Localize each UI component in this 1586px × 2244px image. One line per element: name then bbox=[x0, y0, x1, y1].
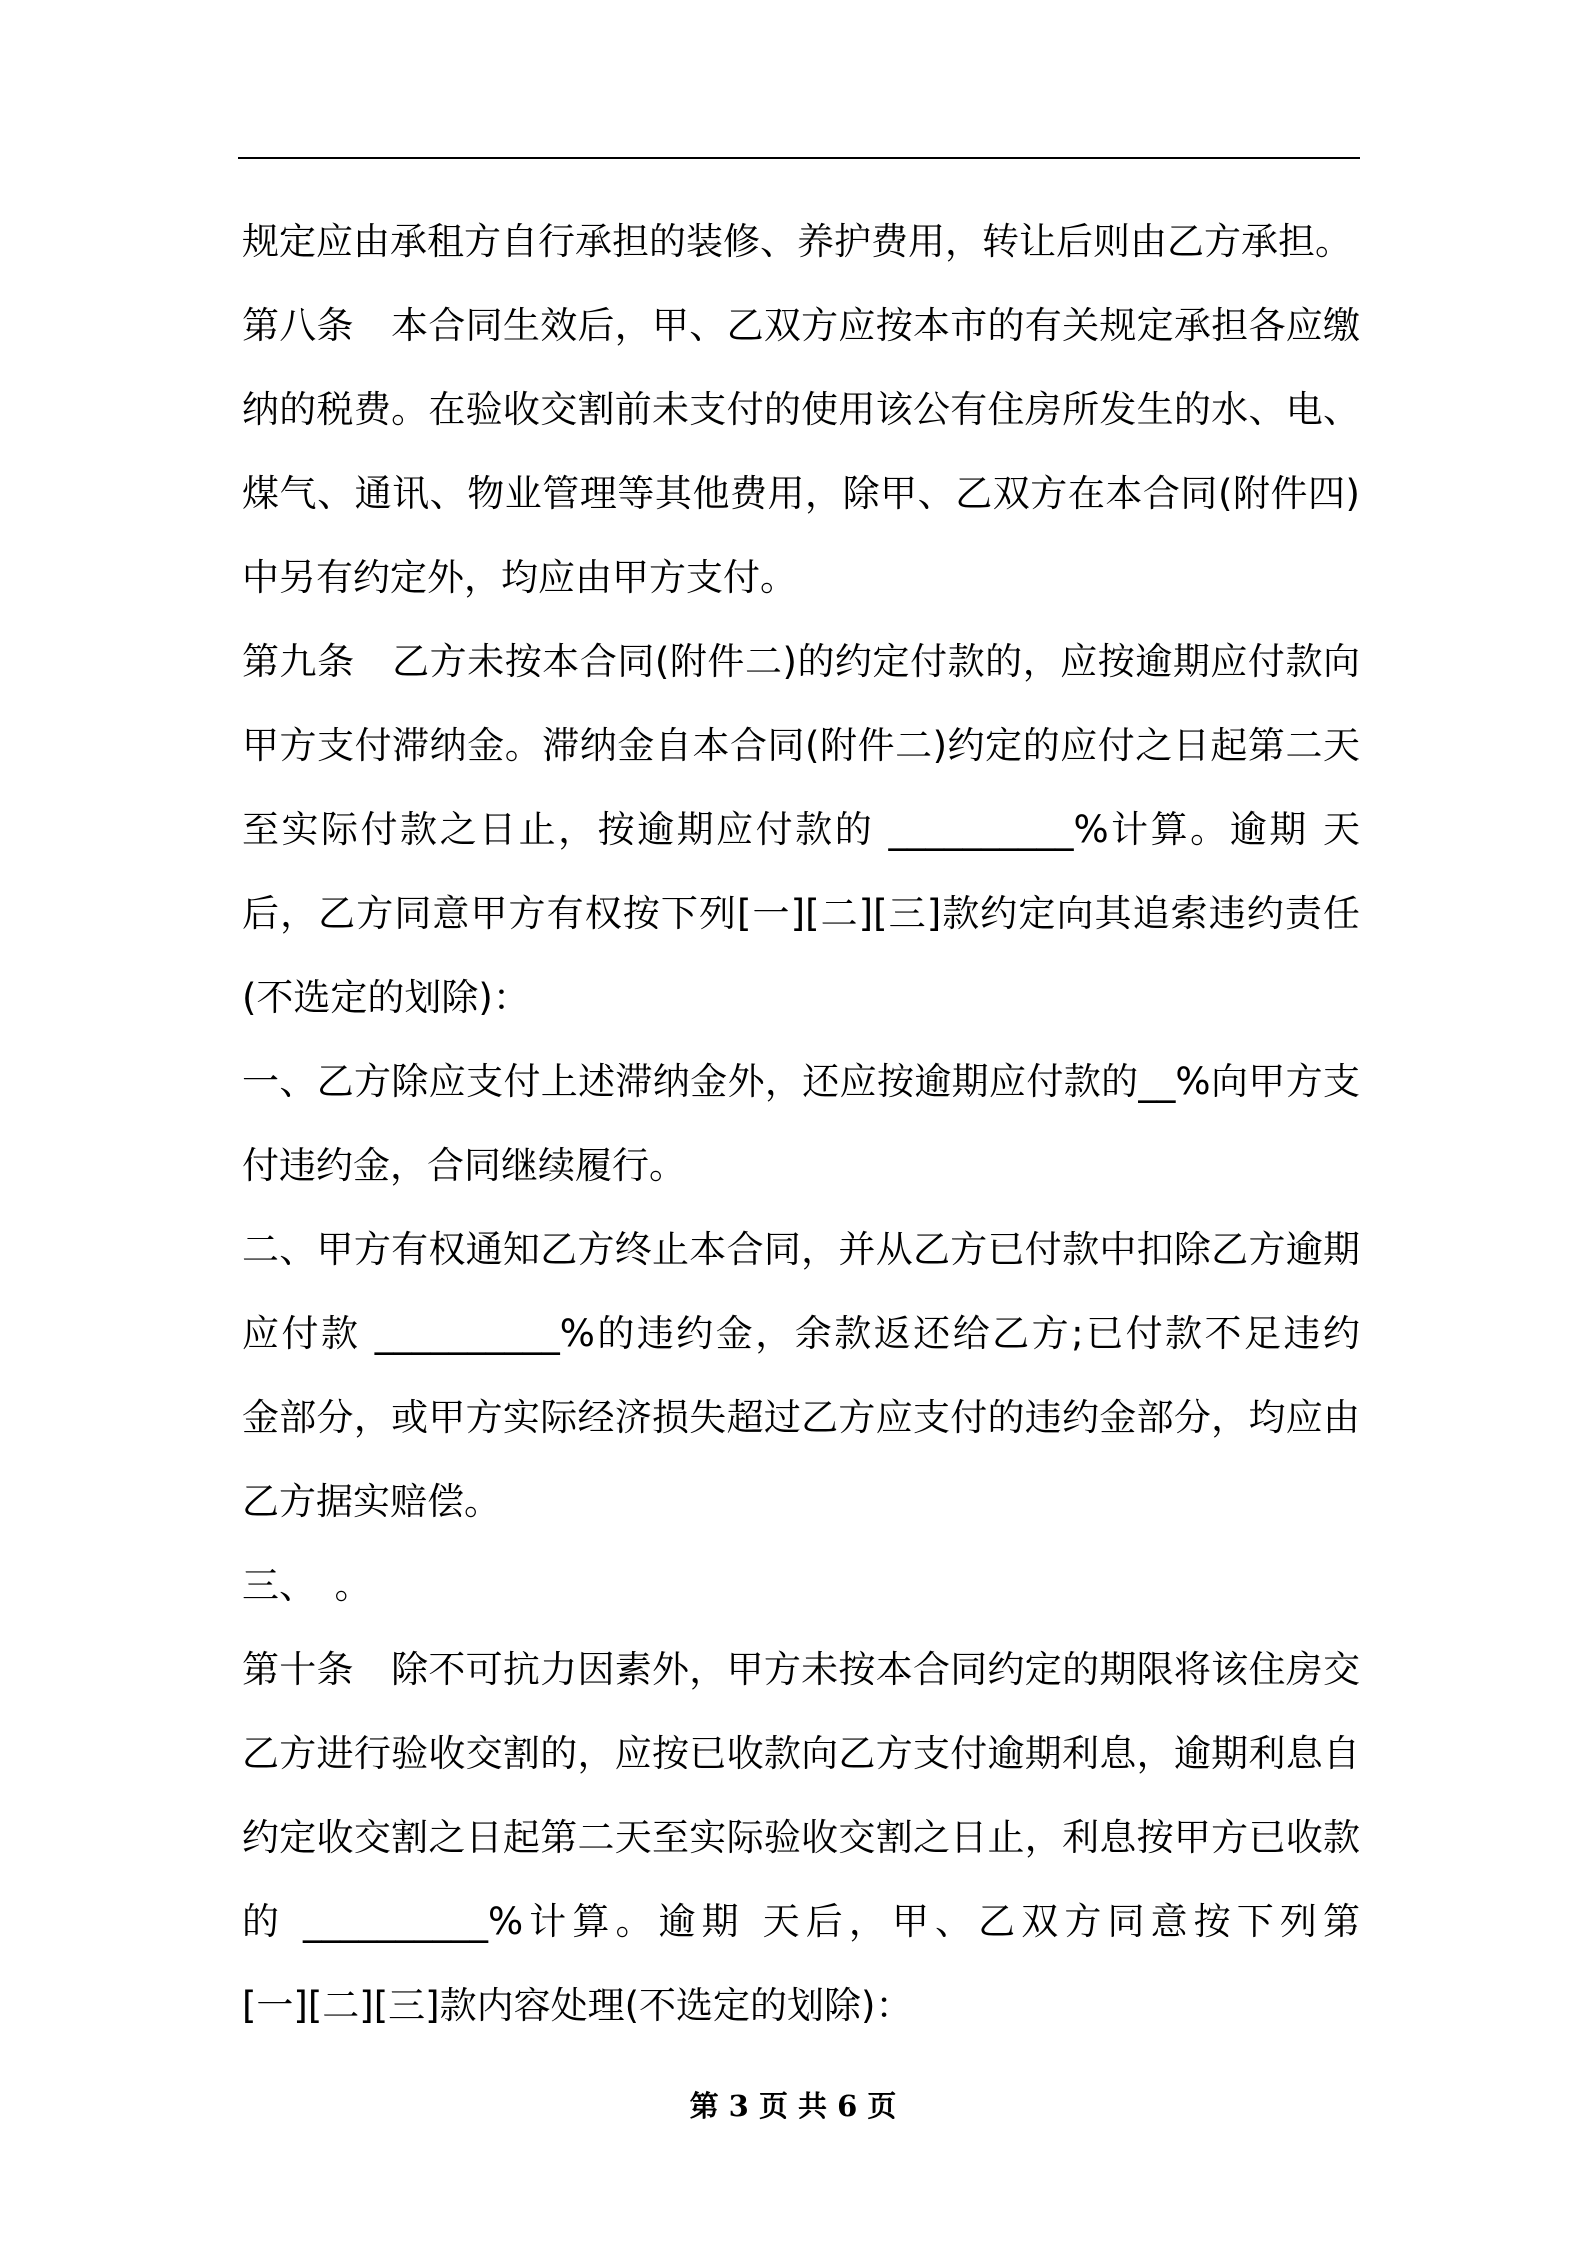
text-line: 的 __________%计算。逾期 天后，甲、乙双方同意按下列第 bbox=[242, 1900, 1360, 1943]
text-line: 二、甲方有权通知乙方终止本合同，并从乙方已付款中扣除乙方逾期 bbox=[242, 1228, 1360, 1271]
page-number: 第 3 页 共 6 页 bbox=[689, 2089, 897, 2123]
text-line: 约定收交割之日起第二天至实际验收交割之日止，利息按甲方已收款 bbox=[242, 1816, 1360, 1859]
text-line: 付违约金，合同继续履行。 bbox=[242, 1144, 686, 1187]
document-body bbox=[242, 200, 1360, 2048]
text-line: 至实际付款之日止，按逾期应付款的 __________%计算。逾期 天 bbox=[242, 808, 1360, 851]
text-line: 第八条 本合同生效后，甲、乙双方应按本市的有关规定承担各应缴 bbox=[242, 304, 1360, 347]
text-line: 后，乙方同意甲方有权按下列[一][二][三]款约定向其追索违约责任 bbox=[242, 892, 1360, 935]
header-rule bbox=[238, 157, 1360, 159]
text-line: 一、乙方除应支付上述滞纳金外，还应按逾期应付款的__%向甲方支 bbox=[242, 1060, 1360, 1103]
text-line: (不选定的划除)： bbox=[242, 976, 530, 1019]
text-line: 第十条 除不可抗力因素外，甲方未按本合同约定的期限将该住房交 bbox=[242, 1648, 1360, 1691]
text-line: [一][二][三]款内容处理(不选定的划除)： bbox=[242, 1984, 913, 2027]
text-line: 甲方支付滞纳金。滞纳金自本合同(附件二)约定的应付之日起第二天 bbox=[242, 724, 1360, 767]
text-line: 三、 。 bbox=[242, 1564, 372, 1607]
text-line: 纳的税费。在验收交割前未支付的使用该公有住房所发生的水、电、 bbox=[242, 388, 1360, 431]
text-line: 应付款 __________%的违约金，余款返还给乙方;已付款不足违约 bbox=[242, 1312, 1360, 1355]
text-line: 煤气、通讯、物业管理等其他费用，除甲、乙双方在本合同(附件四) bbox=[242, 472, 1360, 515]
text-line: 规定应由承租方自行承担的装修、养护费用，转让后则由乙方承担。 bbox=[242, 220, 1352, 263]
text-line: 乙方据实赔偿。 bbox=[242, 1480, 501, 1523]
text-line: 乙方进行验收交割的，应按已收款向乙方支付逾期利息，逾期利息自 bbox=[242, 1732, 1360, 1775]
text-line: 金部分，或甲方实际经济损失超过乙方应支付的违约金部分，均应由 bbox=[242, 1396, 1360, 1439]
text-line: 中另有约定外，均应由甲方支付。 bbox=[242, 556, 797, 599]
text-line: 第九条 乙方未按本合同(附件二)的约定付款的，应按逾期应付款向 bbox=[242, 640, 1360, 683]
